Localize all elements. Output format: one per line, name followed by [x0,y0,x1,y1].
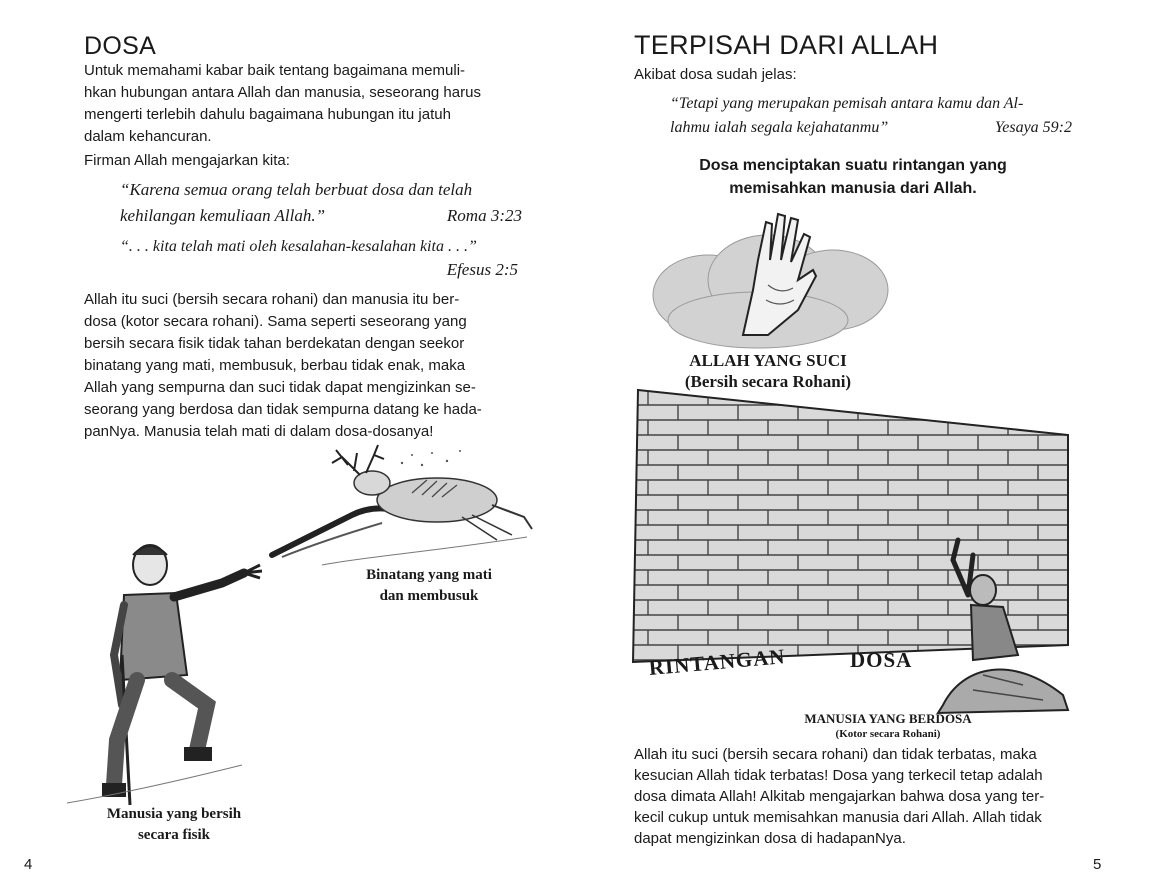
statement-line: Dosa menciptakan suatu rintangan yang [699,157,1007,174]
text-line: dapat mengizinkan dosa di hadapanNya. [634,830,906,847]
statement-line: memisahkan manusia dari Allah. [729,180,977,197]
text-line: seorang yang berdosa dan tidak sempurna datang ke hada- [84,401,482,418]
dead-animal-illustration [262,445,534,580]
caption-line: secara fisik [137,827,211,843]
page-number: 4 [24,856,33,873]
caption-line: Binatang yang mati [366,567,492,583]
quote-reference: Efesus 2:5 [446,260,518,279]
caption-line: Manusia yang bersih [106,806,242,822]
quote-efesus-ref-line [120,258,518,282]
wall-label-dosa: DOSA [850,648,913,672]
caption-god [648,350,888,392]
quote-yesaya-line1: “Tetapi yang merupakan pemisah antara kamu dan Al- [670,95,1024,112]
quote-text: lahmu ialah segala kejahatanmu” [670,119,889,136]
caption-line: (Kotor secara Rohani) [835,728,941,740]
right-lead: Akibat dosa sudah jelas: [634,66,797,83]
cloud-hand-illustration [648,200,898,350]
quote-efesus-line1: “. . . kita telah mati oleh kesalahan-kesalahan kita . . .” [120,238,477,255]
text-line: kesucian Allah tidak terbatas! Dosa yang terkecil tetap adalah [634,767,1043,784]
quote-yesaya-line2 [670,116,1072,140]
text-line: Allah itu suci (bersih secara rohani) dan manusia itu ber- [84,291,460,308]
left-page [0,0,577,892]
page-number: 5 [1093,856,1102,873]
caption-line: (Bersih secara Rohani) [684,372,852,391]
clean-man-illustration [62,535,272,810]
caption-line: dan membusuk [379,588,479,604]
text-line: panNya. Manusia telah mati di dalam dosa-dosanya! [84,423,434,440]
text-line: kecil cukup untuk memisahkan manusia dari Allah. Allah tidak [634,809,1042,826]
quote-roma-line1: “Karena semua orang telah berbuat dosa dan telah [120,180,473,199]
quote-roma-line2 [120,204,522,228]
text-line: dosa dimata Allah! Alkitab mengajarkan bahwa dosa yang ter- [634,788,1045,805]
caption-man [84,804,264,846]
text-line: Allah yang sempurna dan suci tidak dapat mengizinkan se- [84,379,476,396]
text-line: mengerti terlebih dahulu bagaimana hubungan itu jatuh [84,106,451,123]
left-page-title: DOSA [84,32,157,60]
caption-line: MANUSIA YANG BERDOSA [804,711,972,726]
caption-sinner [758,712,1018,741]
quote-reference: Yesaya 59:2 [994,119,1072,136]
statement [648,154,1058,200]
quote-text: kehilangan kemuliaan Allah.” [120,206,326,225]
sinner-illustration [923,535,1073,715]
right-page-title: TERPISAH DARI ALLAH [634,30,939,60]
caption-animal [342,565,516,607]
text-line: dosa (kotor secara rohani). Sama seperti seseorang yang [84,313,467,330]
quote-reference: Roma 3:23 [446,206,522,225]
caption-line: ALLAH YANG SUCI [689,351,847,370]
text-line: binatang yang mati, membusuk, berbau tidak enak, maka [84,357,466,374]
text-line: dalam kehancuran. [84,128,212,145]
text-line: Allah itu suci (bersih secara rohani) dan tidak terbatas, maka [634,746,1037,763]
right-page [578,0,1155,892]
left-lead: Firman Allah mengajarkan kita: [84,152,290,169]
text-line: Untuk memahami kabar baik tentang bagaimana memuli- [84,62,466,79]
wall-label-rintangan: RINTANGAN [647,644,787,681]
text-line: hkan hubungan antara Allah dan manusia, seseorang harus [84,84,481,101]
text-line: bersih secara fisik tidak tahan berdekatan dengan seekor [84,335,465,352]
